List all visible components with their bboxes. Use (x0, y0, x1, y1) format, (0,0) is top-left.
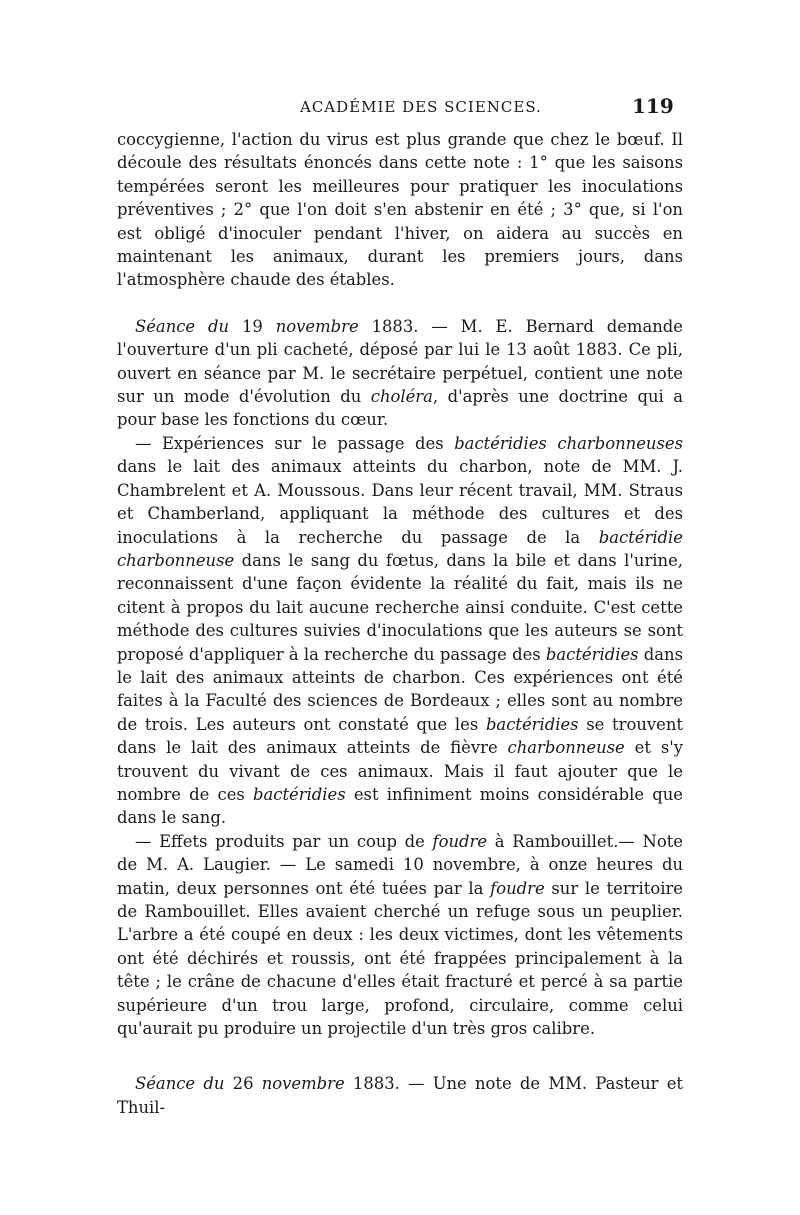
page-number: 119 (632, 94, 674, 118)
paragraph-5: Séance du 26 novembre 1883. — Une note de MM. Pasteur et Thuil- (117, 1074, 683, 1117)
session-date-label: Séance du (135, 316, 230, 336)
paragraph-1: coccygienne, l'action du virus est plus grande que chez le bœuf. Il découle des résultats énoncés dans cette note : 1° que les saisons tempérées seront les meilleures pour pratiquer les inoculations préventives ; 2° que l'on doit s'en abstenir en été ; 3° que, si l'on est obligé d'inoculer pendant l'hiver, on aidera au succès en maintenant les animaux, durant les premiers jours, dans l'atmosphère chaude des étables. (117, 130, 683, 290)
page-header (0, 94, 800, 124)
paragraph-4: — Effets produits par un coup de foudre à Rambouillet.— Note de M. A. Laugier. — Le samedi 10 novembre, à onze heures du matin, deux personnes ont été tuées par la foudre sur le territoire de Rambouillet. Elles avaient cherché un refuge sous un peuplier. L'arbre a été coupé en deux : les deux victimes, dont les vêtements ont été déchirés et roussis, ont été frappées principalement à la tête ; le crâne de chacune d'elles était fracturé et percé à sa partie supérieure d'un trou large, profond, circulaire, comme celui qu'aurait pu produire un projectile d'un très gros calibre. (117, 831, 683, 1039)
running-head: ACADÉMIE DES SCIENCES. (300, 98, 542, 116)
paragraph-2: Séance du 19 novembre 1883. — M. E. Bernard demande l'ouverture d'un pli cacheté, déposé par lui le 13 août 1883. Ce pli, ouvert en séance par M. le secrétaire perpétuel, contient une note sur un mode d'évolution du choléra, d'après une doctrine qui a pour base les fonctions du cœur. (117, 316, 683, 430)
body-text (117, 128, 683, 1119)
session-date-label: Séance du (135, 1074, 225, 1094)
paragraph-3: — Expériences sur le passage des bactéridies charbonneuses dans le lait des animaux atteints du charbon, note de MM. J. Chambrelent et A. Moussous. Dans leur récent travail, MM. Straus et Chamberland, appliquant la méthode des cultures et des inoculations à la recherche du passage de la bactéridie charbonneuse dans le sang du fœtus, dans la bile et dans l'urine, reconnaissent d'une façon évidente la réalité du fait, mais ils ne citent à propos du lait aucune recherche ainsi conduite. C'est cette méthode des cultures suivies d'inoculations que les auteurs se sont proposé d'appliquer à la recherche du passage des bactéridies dans le lait des animaux atteints de charbon. Ces expériences ont été faites à la Faculté des sciences de Bordeaux ; elles sont au nombre de trois. Les auteurs ont constaté que les bactéridies se trouvent dans le lait des animaux atteints de fièvre charbonneuse et s'y trouvent du vivant de ces animaux. Mais il faut ajouter que le nombre de ces bactéridies est infiniment moins considérable que dans le sang. (117, 433, 684, 828)
